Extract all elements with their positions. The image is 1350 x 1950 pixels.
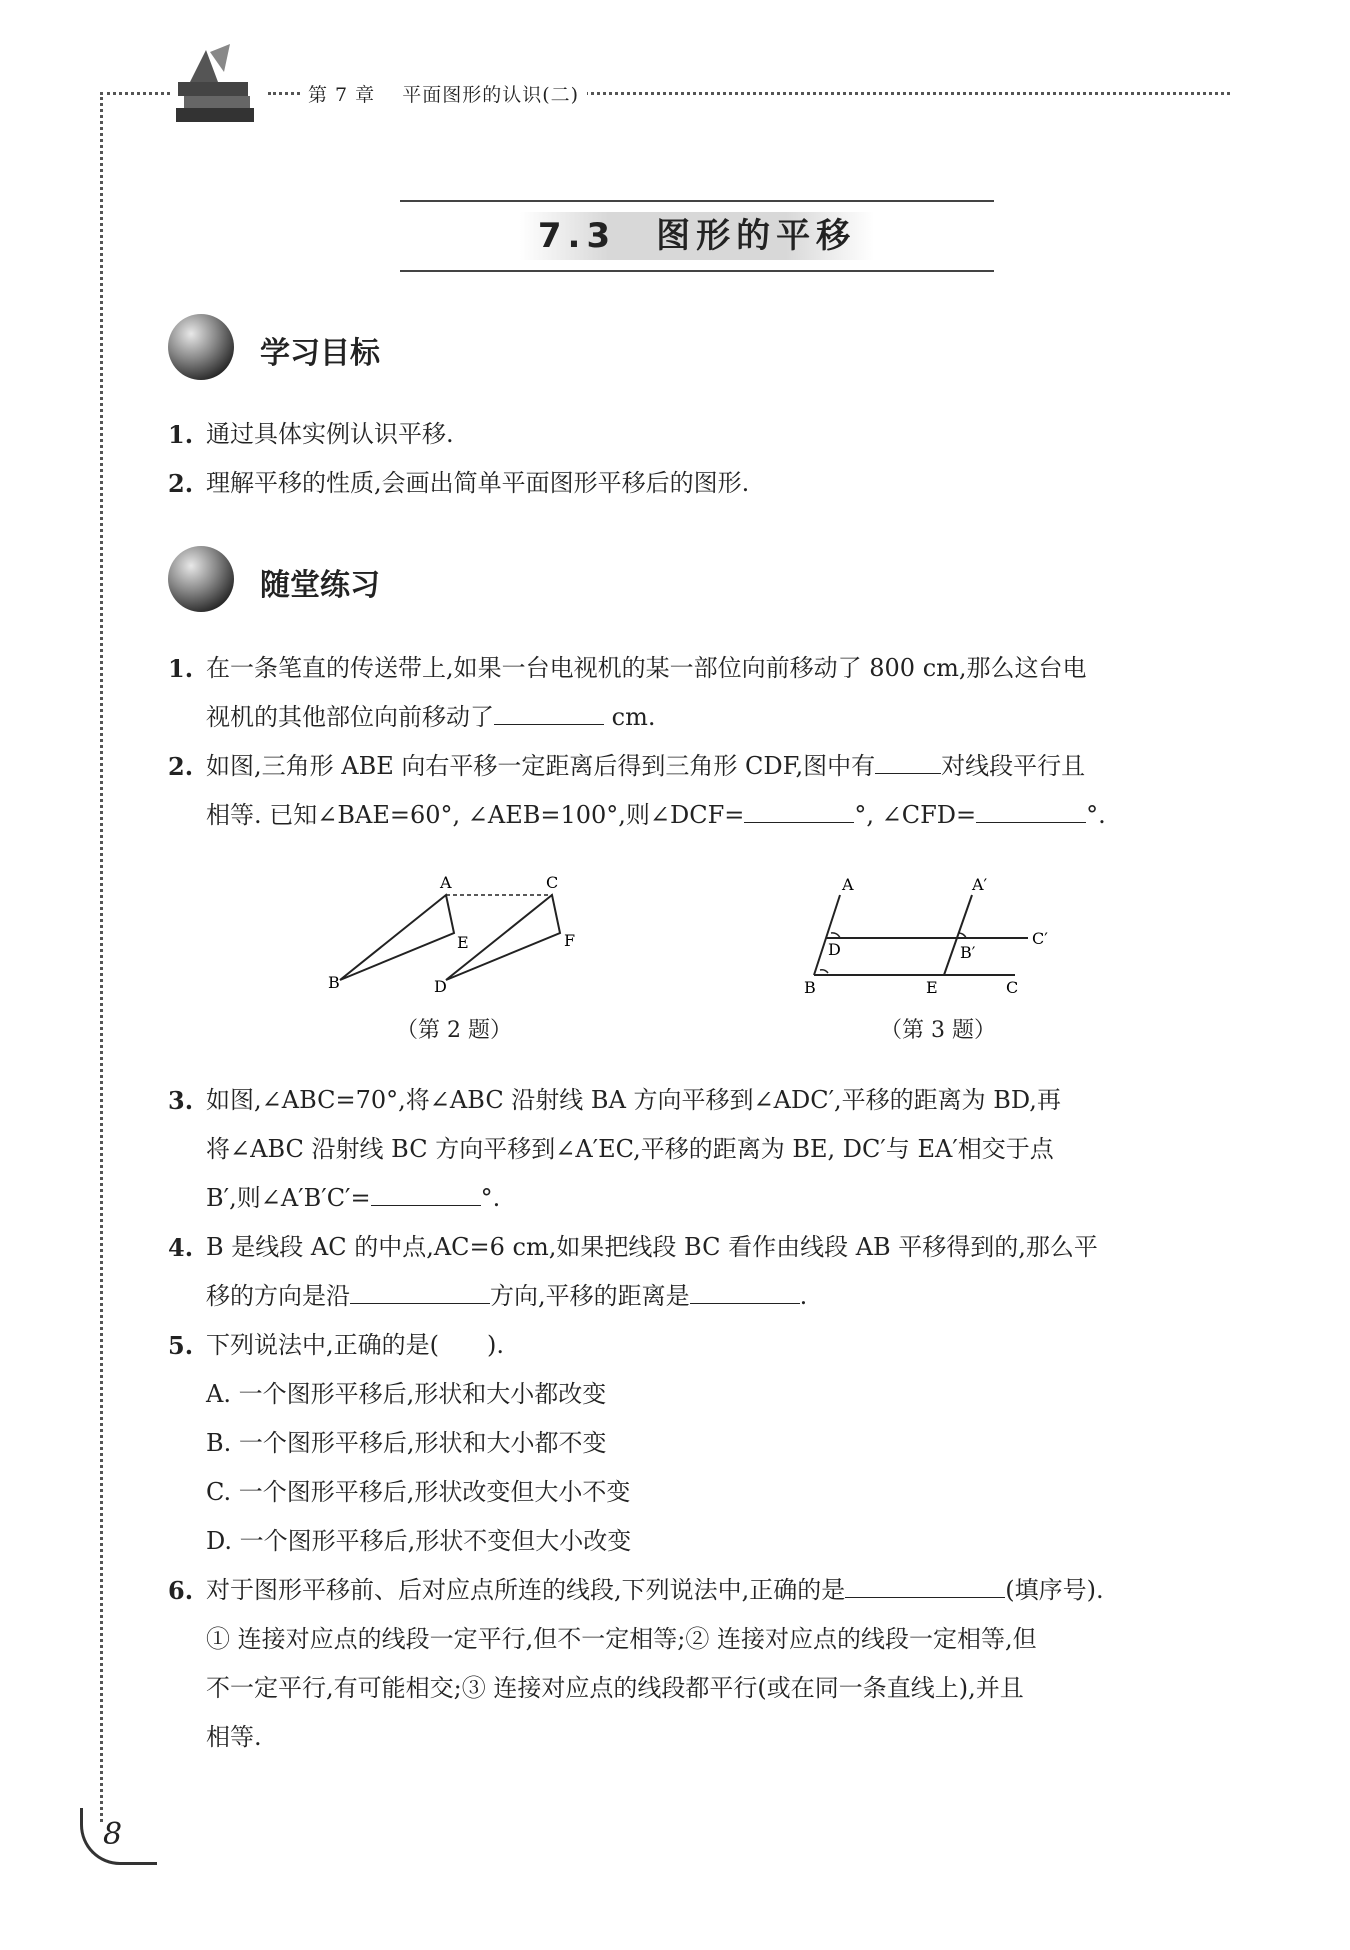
list-item: 1. 通过具体实例认识平移. [168, 420, 454, 449]
option-c[interactable]: C. 一个图形平移后,形状改变但大小不变 [206, 1478, 631, 1506]
section-title-box [400, 200, 994, 272]
section-title: 学习目标 [260, 336, 380, 371]
label-a: A [440, 873, 452, 892]
label-c: C [546, 873, 559, 892]
ray-ea2 [944, 895, 972, 975]
label-c: C [1006, 978, 1019, 997]
figure-q3 [800, 870, 1080, 1000]
answer-blank[interactable] [371, 1179, 481, 1206]
answer-blank[interactable] [350, 1277, 490, 1304]
answer-blank[interactable] [690, 1277, 800, 1304]
question-3: 3. 如图,∠ABC=70°,将∠ABC 沿射线 BA 方向平移到∠ADC′,平移的距离为 BD,再 将∠ABC 沿射线 BC 方向平移到∠A′EC,平移的距离为 BE, DC′与 EA′相交于点 B′,则∠A′B′C′= °. [168, 1086, 1061, 1212]
label-d: D [434, 977, 447, 996]
label-e: E [457, 933, 469, 952]
label-b: B [328, 973, 340, 992]
question-2: 2. 如图,三角形 ABE 向右平移一定距离后得到三角形 CDF,图中有 对线段平行且 相等. 已知∠BAE=60°, ∠AEB=100°,则∠DCF= °, ∠CFD= °. [168, 742, 1228, 840]
chapter-header: 第 7 章 平面图形的认识(二) [300, 80, 587, 107]
answer-blank[interactable] [976, 796, 1086, 823]
learning-goals-list [168, 410, 1228, 508]
label-d: D [828, 940, 841, 959]
books-logo-icon [160, 42, 270, 132]
triangle-abe [340, 895, 454, 980]
side-dotted-line [100, 92, 103, 1822]
answer-blank[interactable] [845, 1571, 1005, 1598]
label-a-prime: A′ [972, 875, 988, 894]
question-5: 5. 下列说法中,正确的是( ). [168, 1331, 504, 1360]
label-c-prime: C′ [1032, 929, 1048, 948]
label-a: A [842, 875, 854, 894]
answer-blank[interactable] [494, 698, 604, 725]
figure-q2 [320, 870, 590, 1000]
answer-blank[interactable] [744, 796, 854, 823]
answer-blank[interactable] [875, 747, 941, 774]
globe-icon [168, 546, 234, 612]
label-b-prime: B′ [960, 943, 976, 962]
figure-2-caption: （第 2 题） [396, 1018, 512, 1043]
ray-ba [814, 895, 840, 975]
option-d[interactable]: D. 一个图形平移后,形状不变但大小改变 [206, 1527, 632, 1555]
list-item: 2. 理解平移的性质,会画出简单平面图形平移后的图形. [168, 469, 750, 498]
option-a[interactable]: A. 一个图形平移后,形状和大小都改变 [206, 1380, 607, 1408]
option-b[interactable]: B. 一个图形平移后,形状和大小都不变 [206, 1429, 607, 1457]
label-b: B [804, 978, 816, 997]
question-6: 6. 对于图形平移前、后对应点所连的线段,下列说法中,正确的是 (填序号). ① 连接对应点的线段一定平行,但不一定相等;② 连接对应点的线段一定相等,但 不一定平行,有可能相交;③ 连接对应点的线段都平行(或在同一条直线上),并且 相等. [168, 1566, 1228, 1762]
label-f: F [564, 931, 576, 950]
practice-q3-q6 [168, 1076, 1228, 1762]
question-1: 1. 在一条笔直的传送带上,如果一台电视机的某一部位向前移动了 800 cm,那么这台电 视机的其他部位向前移动了 cm. [168, 654, 1087, 731]
question-4: 4. B 是线段 AC 的中点,AC=6 cm,如果把线段 BC 看作由线段 AB 平移得到的,那么平 移的方向是沿 方向,平移的距离是 . [168, 1233, 1098, 1310]
figure-3-caption: （第 3 题） [880, 1018, 996, 1043]
page-number: 8 [80, 1808, 157, 1865]
practice-q1-q2 [168, 644, 1228, 840]
page-title: 7.3 图形的平移 [537, 216, 857, 256]
section-title: 随堂练习 [260, 568, 380, 603]
globe-icon [168, 314, 234, 380]
label-e: E [926, 978, 938, 997]
